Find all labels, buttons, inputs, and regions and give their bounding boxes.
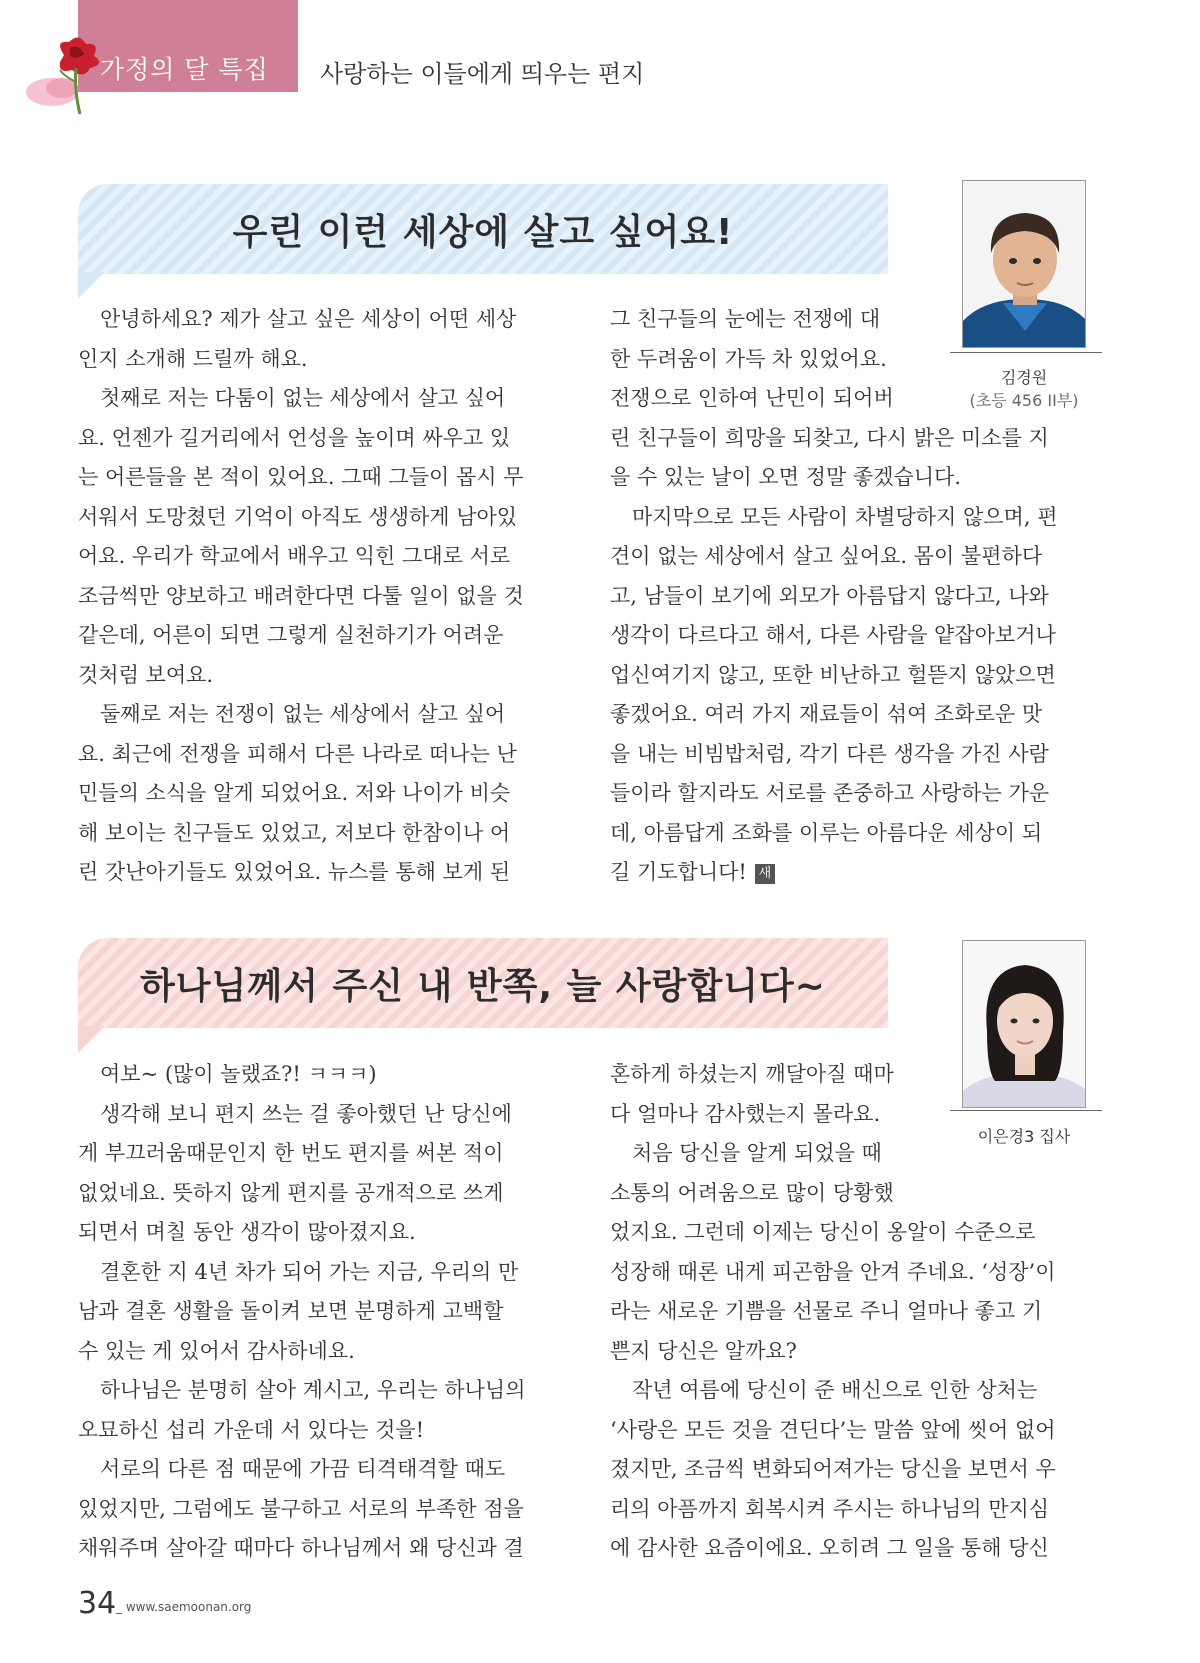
text-line: 다 얼마나 감사했는지 몰라요. xyxy=(610,1101,881,1126)
text-line: 전쟁으로 인하여 난민이 되어버 xyxy=(610,386,894,410)
text-line: 라는 새로운 기쁨을 선물로 주니 얼마나 좋고 기 xyxy=(610,1299,1043,1323)
text-line: 게 부끄러움때문인지 한 번도 편지를 써본 적이 xyxy=(78,1141,504,1165)
text-line: 채워주며 살아갈 때마다 하나님께서 왜 당신과 결 xyxy=(78,1536,524,1560)
text-line: 마지막으로 모든 사람이 차별당하지 않으며, 편 xyxy=(632,504,1058,529)
author-name: 이은경3 집사 xyxy=(977,1127,1071,1146)
text-line: 민들의 소식을 알게 되었어요. 저와 나이가 비슷 xyxy=(78,781,511,805)
text-line: 하나님은 분명히 살아 계시고, 우리는 하나님의 xyxy=(100,1378,526,1402)
text-line: 안녕하세요? 제가 살고 싶은 세상이 어떤 세상 xyxy=(100,307,517,331)
text-line: 린 갓난아기들도 있었어요. 뉴스를 통해 보게 된 xyxy=(78,860,511,884)
text-line: 있었지만, 그럼에도 불구하고 서로의 부족한 점을 xyxy=(78,1496,524,1521)
text-line-last xyxy=(610,853,1088,893)
article1-title: 우린 이런 세상에 살고 싶어요! xyxy=(232,212,734,253)
section-subtitle: 사랑하는 이들에게 띄우는 편지 xyxy=(320,60,645,88)
text-line: 어요. 우리가 학교에서 배우고 익힌 그대로 서로 xyxy=(78,544,511,568)
text-line: 는 어른들을 본 적이 있어요. 그때 그들이 몹시 무 xyxy=(78,465,524,489)
article2-left-column xyxy=(78,1055,558,1569)
article1-left-column xyxy=(78,300,558,893)
text-line: 었지요. 그런데 이제는 당신이 옹알이 수준으로 xyxy=(610,1220,1036,1244)
text-line: 좋겠어요. 여러 가지 재료들이 섞여 조화로운 맛 xyxy=(610,702,1043,726)
text-line: 길 기도합니다! xyxy=(610,860,747,884)
text-line: 을 수 있는 날이 오면 정말 좋겠습니다. xyxy=(610,465,962,489)
text-line: 수 있는 게 있어서 감사하네요. xyxy=(78,1338,355,1363)
text-line: 오묘하신 섭리 가운데 서 있다는 것을! xyxy=(78,1417,425,1442)
text-line: ‘사랑은 모든 것을 견딘다’는 말씀 앞에 씻어 없어 xyxy=(610,1417,1056,1442)
text-line: 요. 언젠가 길거리에서 언성을 높이며 싸우고 있 xyxy=(78,425,511,450)
text-line: 생각이 다르다고 해서, 다른 사람을 얕잡아보거나 xyxy=(610,623,1056,647)
end-mark-icon: 새 xyxy=(755,864,775,884)
text-line: 인지 소개해 드릴까 해요. xyxy=(78,346,308,371)
text-line: 여보~ (많이 놀랬죠?! ㅋㅋㅋ) xyxy=(100,1062,377,1086)
text-line: 남과 결혼 생활을 돌이켜 보면 분명하게 고백할 xyxy=(78,1299,504,1323)
footer-url: _ www.saemoonan.org xyxy=(116,1600,252,1614)
text-line: 결혼한 지 4년 차가 되어 가는 지금, 우리의 만 xyxy=(100,1259,519,1284)
text-line: 데, 아름답게 조화를 이루는 아름다운 세상이 되 xyxy=(610,820,1043,845)
banner-tail xyxy=(78,1026,104,1054)
text-line: 생각해 보니 편지 쓰는 걸 좋아했던 난 당신에 xyxy=(100,1101,512,1126)
text-line: 성장해 때론 내게 피곤함을 안겨 주네요. ‘성장’이 xyxy=(610,1259,1056,1284)
text-line: 없었네요. 뜻하지 않게 편지를 공개적으로 쓰게 xyxy=(78,1180,504,1205)
text-line: 고, 남들이 보기에 외모가 아름답지 않다고, 나와 xyxy=(610,583,1049,608)
text-line: 혼하게 하셨는지 깨달아질 때마 xyxy=(610,1062,894,1086)
text-line: 들이라 할지라도 서로를 존중하고 사랑하는 가운 xyxy=(610,781,1050,805)
text-line: 요. 최근에 전쟁을 피해서 다른 나라로 떠나는 난 xyxy=(78,741,517,766)
text-line: 에 감사한 요즘이에요. 오히려 그 일을 통해 당신 xyxy=(610,1536,1049,1560)
text-line: 서로의 다른 점 때문에 가끔 티격태격할 때도 xyxy=(100,1457,506,1481)
text-line: 첫째로 저는 다툼이 없는 세상에서 살고 싶어 xyxy=(100,386,506,410)
text-line: 것처럼 보여요. xyxy=(78,662,214,687)
text-line: 업신여기지 않고, 또한 비난하고 헐뜯지 않았으면 xyxy=(610,662,1056,687)
text-line: 작년 여름에 당신이 준 배신으로 인한 상처는 xyxy=(632,1378,1038,1402)
banner-tail xyxy=(78,272,104,300)
text-line: 해 보이는 친구들도 있었고, 저보다 한참이나 어 xyxy=(78,820,511,845)
text-line: 한 두려움이 가득 차 있었어요. xyxy=(610,346,887,371)
text-line: 리의 아픔까지 회복시켜 주시는 하나님의 만지심 xyxy=(610,1496,1050,1521)
text-line: 조금씩만 양보하고 배려한다면 다툴 일이 없을 것 xyxy=(78,583,524,608)
article2-title-banner xyxy=(78,938,888,1028)
article2-right-column xyxy=(610,1055,1088,1569)
text-line: 서워서 도망쳤던 기억이 아직도 생생하게 남아있 xyxy=(78,504,518,529)
text-line: 쁜지 당신은 알까요? xyxy=(610,1338,797,1363)
section-tab-label: 가정의 달 특집 xyxy=(100,55,269,84)
text-line: 견이 없는 세상에서 살고 싶어요. 몸이 불편하다 xyxy=(610,544,1043,568)
text-line: 그 친구들의 눈에는 전쟁에 대 xyxy=(610,307,881,331)
text-line: 둘째로 저는 전쟁이 없는 세상에서 살고 싶어 xyxy=(100,702,506,726)
text-line: 같은데, 어른이 되면 그렇게 실천하기가 어려운 xyxy=(78,623,504,647)
author-name: 김경원 xyxy=(1000,368,1048,387)
text-line: 졌지만, 조금씩 변화되어져가는 당신을 보면서 우 xyxy=(610,1457,1056,1481)
text-line: 을 내는 비빔밥처럼, 각기 다른 생각을 가진 사람 xyxy=(610,741,1049,766)
text-line: 린 친구들이 희망을 되찾고, 다시 밝은 미소를 지 xyxy=(610,425,1049,450)
page-number: 34 xyxy=(78,1586,117,1621)
text-line: 소통의 어려움으로 많이 당황했 xyxy=(610,1180,894,1205)
article1-right-column xyxy=(610,300,1088,893)
article2-title: 하나님께서 주신 내 반쪽, 늘 사랑합니다~ xyxy=(140,966,826,1007)
author-detail: (초등 456 II부) xyxy=(969,391,1079,410)
article1-title-banner xyxy=(78,184,888,274)
text-line: 되면서 며칠 동안 생각이 많아졌지요. xyxy=(78,1220,416,1244)
text-line: 처음 당신을 알게 되었을 때 xyxy=(632,1141,882,1165)
